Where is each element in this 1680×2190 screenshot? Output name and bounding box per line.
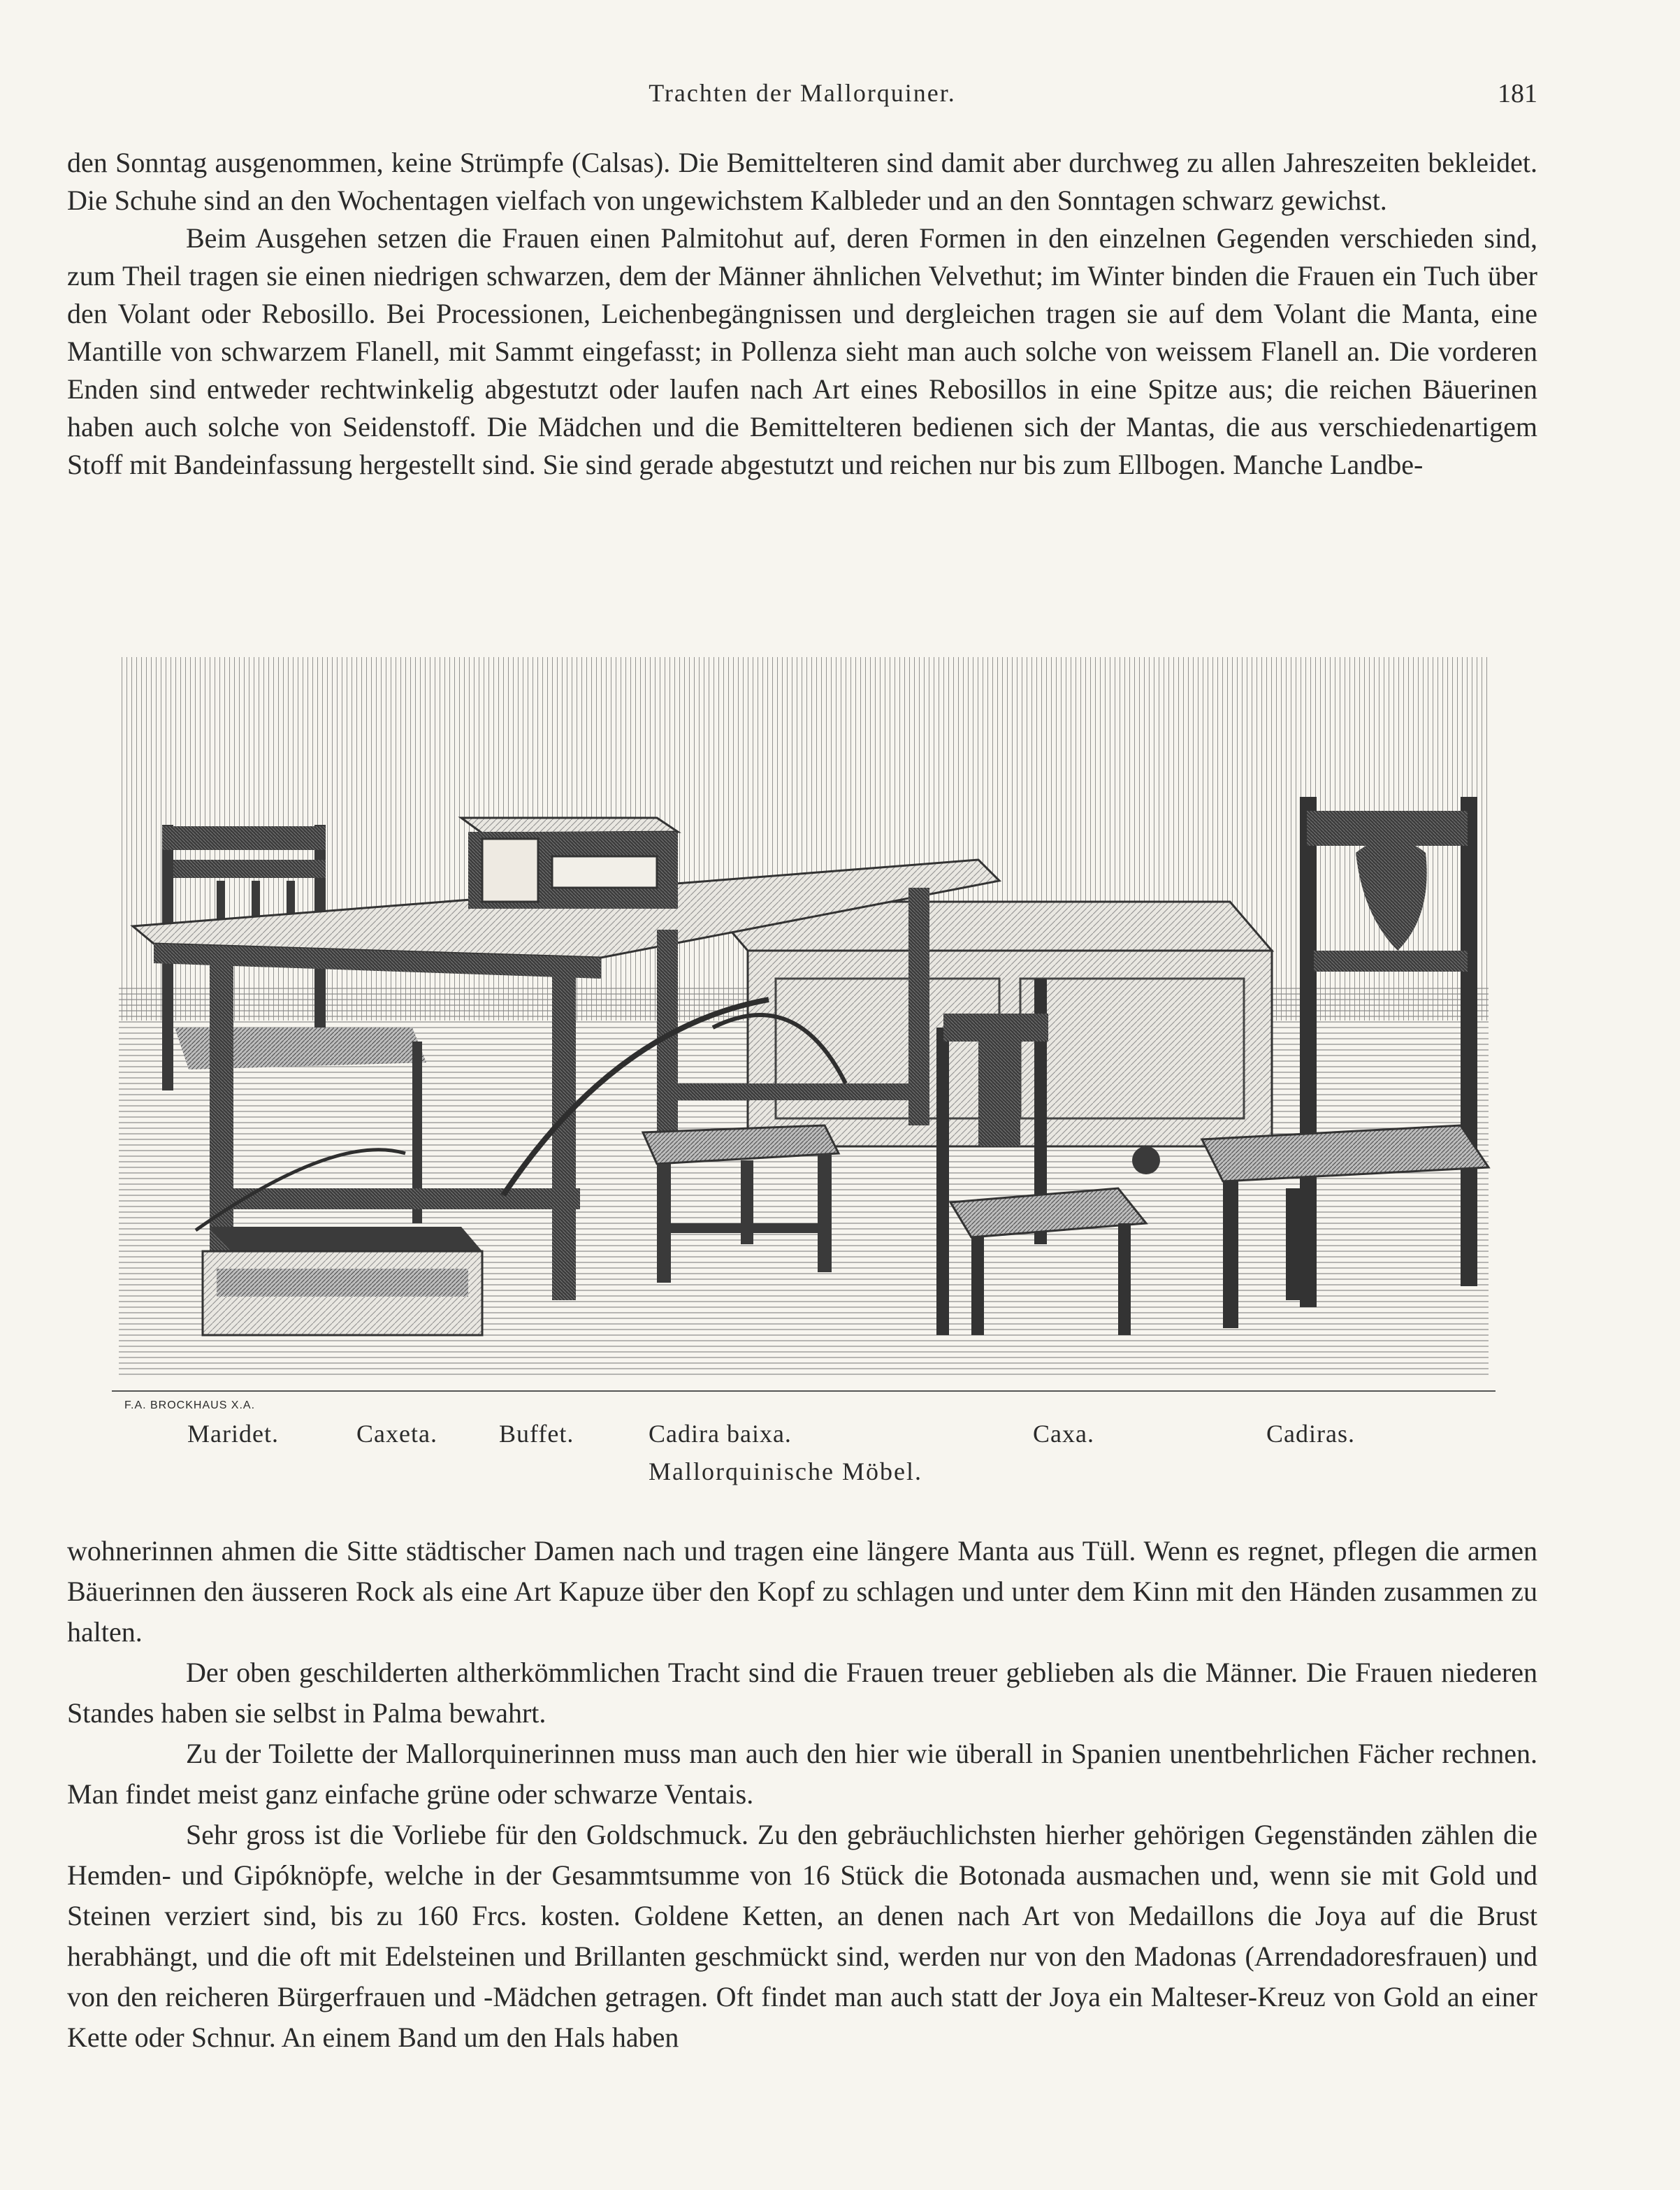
caption-buffet: Buffet. — [499, 1420, 574, 1448]
paragraph: wohnerinnen ahmen die Sitte städtischer Damen nach und tragen eine längere Manta aus Tüll. Wenn es regnet, pflegen die armen Bäuerinnen den äusseren Rock als eine Art Kapuze über den Kopf zu schlagen und unter dem Kinn mit den Händen zusammen zu halten. — [67, 1535, 1537, 1648]
caption-cadira-baixa: Cadira baixa. — [649, 1420, 792, 1448]
paragraph: den Sonntag ausgenommen, keine Strümpfe (Calsas). Die Bemittelteren sind damit aber durchweg zu allen Jahreszeiten bekleidet. Die Schuhe sind an den Wochentagen vielfach von ungewichstem Kalbleder und an den Sonntagen schwarz gewichst. — [67, 147, 1537, 216]
text-block-bottom — [67, 1531, 1537, 2058]
engraving-drawing — [112, 650, 1496, 1412]
furniture-illustration — [112, 650, 1496, 1412]
page-number: 181 — [1498, 79, 1537, 108]
figure-title: Mallorquinische Möbel. — [649, 1457, 922, 1485]
caption-caxa: Caxa. — [1033, 1420, 1094, 1448]
paragraph: Der oben geschilderten altherkömmlichen Tracht sind die Frauen treuer geblieben als die Männer. Die Frauen niederen Standes haben sie selbst in Palma bewahrt. — [67, 1657, 1537, 1729]
paragraph: Zu der Toilette der Mallorquinerinnen muss man auch den hier wie überall in Spanien unentbehrlichen Fächer rechnen. Man findet meist ganz einfache grüne oder schwarze Ventais. — [67, 1738, 1537, 1810]
caption-caxeta: Caxeta. — [356, 1420, 437, 1448]
text-block-top — [67, 144, 1537, 484]
paragraph: Sehr gross ist die Vorliebe für den Goldschmuck. Zu den gebräuchlichsten hierher gehörigen Gegenständen zählen die Hemden- und Gipóknöpfe, welche in der Gesammtsumme von 16 Stück die Botonada ausmachen und, wenn sie mit Gold und Steinen verziert sind, bis zu 160 Frcs. kosten. Goldene Ketten, an denen nach Art von Medaillons die Joya auf die Brust herabhängt, und die oft mit Edelsteinen und Brillanten geschmückt sind, werden nur von den Madonas (Arrendadoresfrauen) und von den reicheren Bürgerfrauen und -Mädchen getragen. Oft findet man auch statt der Joya ein Malteser-Kreuz von Gold an einer Kette oder Schnur. An einem Band um den Hals haben — [67, 1819, 1537, 2053]
page-header — [67, 78, 1537, 120]
caption-cadiras: Cadiras. — [1266, 1420, 1355, 1448]
caption-maridet: Maridet. — [187, 1420, 279, 1448]
running-title: Trachten der Mallorquiner. — [649, 79, 956, 107]
engraver-mark: F.A. BROCKHAUS X.A. — [124, 1399, 256, 1411]
paragraph: Beim Ausgehen setzen die Frauen einen Palmitohut auf, deren Formen in den einzelnen Gegenden verschieden sind, zum Theil tragen sie einen niedrigen schwarzen, dem der Männer ähnlichen Velvethut; im Winter binden die Frauen ein Tuch über den Volant oder Rebosillo. Bei Processionen, Leichenbegängnissen und dergleichen tragen sie auf dem Volant die Manta, eine Mantille von schwarzem Flanell, mit Sammt eingefasst; in Pollenza sieht man auch solche von weissem Flanell an. Die vorderen Enden sind entweder rechtwinkelig abgestutzt oder laufen nach Art eines Rebosillos in eine Spitze aus; die reichen Bäuerinen haben auch solche von Seidenstoff. Die Mädchen und die Bemittelteren bedienen sich der Mantas, die aus verschiedenartigem Stoff mit Bandeinfassung hergestellt sind. Sie sind gerade abgestutzt und reichen nur bis zum Ellbogen. Manche Landbe- — [67, 222, 1537, 480]
box-caxeta — [461, 818, 678, 909]
